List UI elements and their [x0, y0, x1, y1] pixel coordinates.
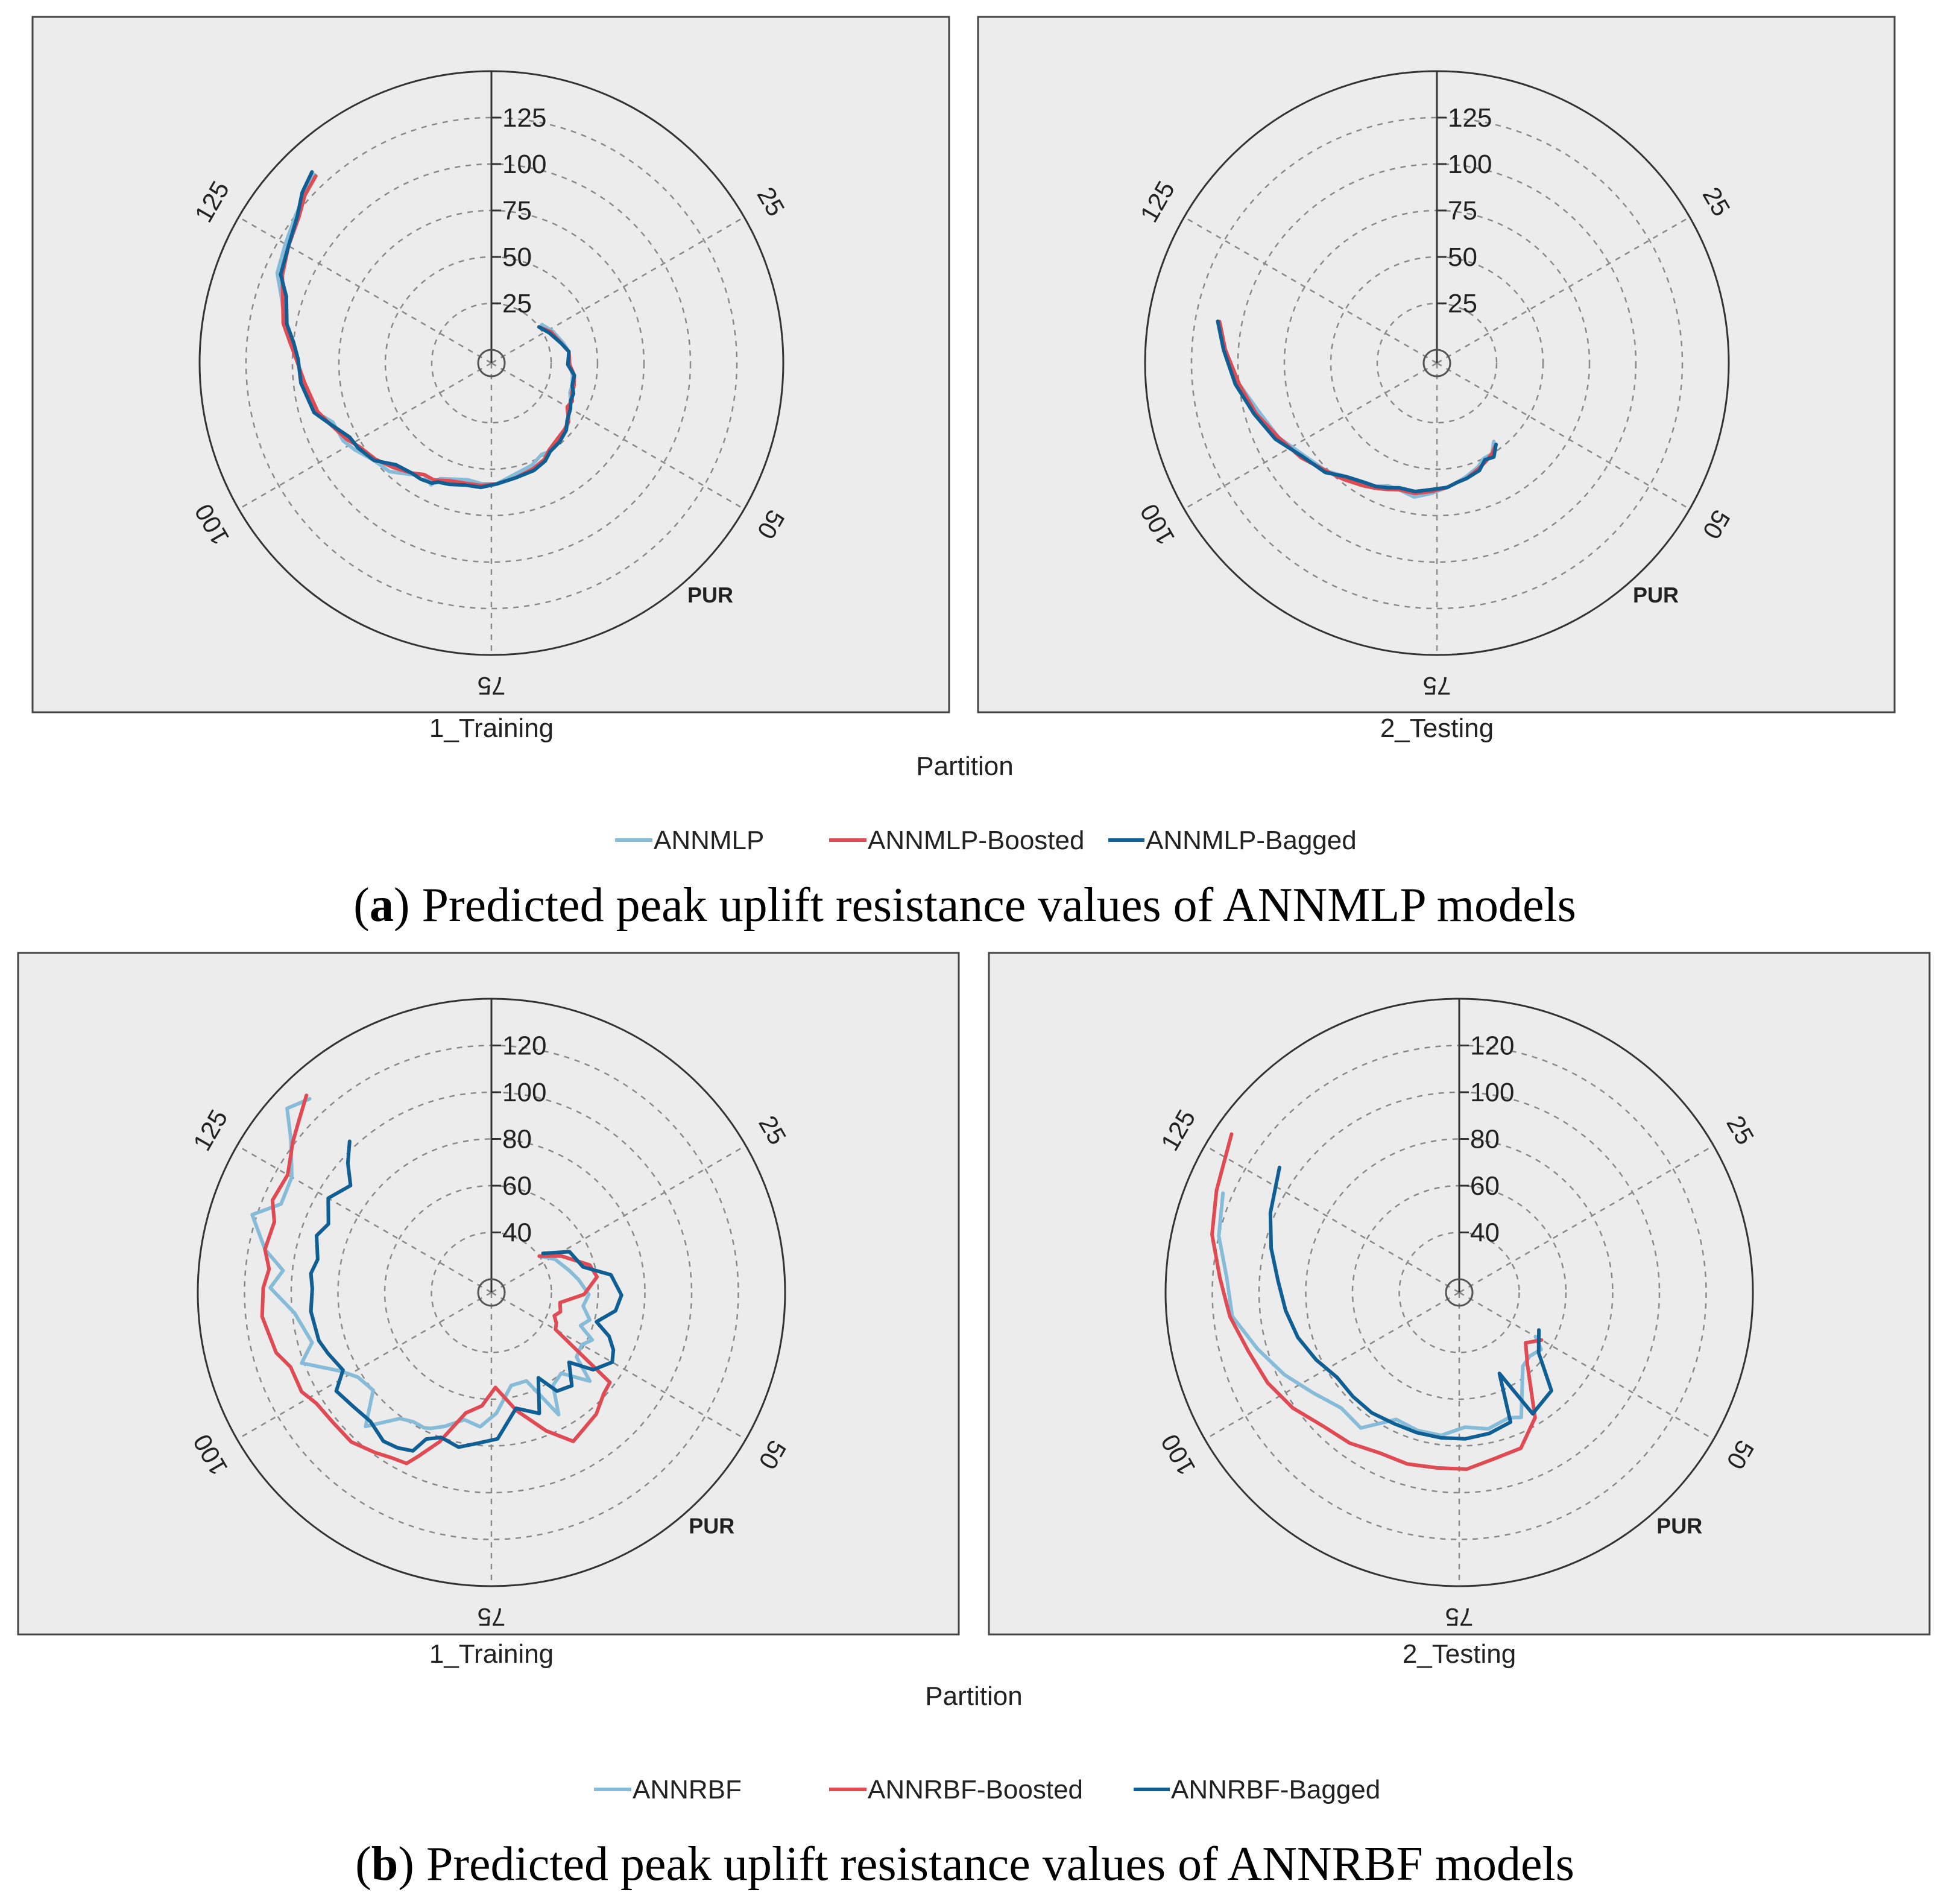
legend [594, 1775, 1380, 1804]
legend-label: ANNRBF-Bagged [1171, 1775, 1381, 1804]
angular-tick-label: 25 [753, 1110, 792, 1150]
radial-tick-label: 50 [1448, 242, 1477, 272]
legend-label: ANNRBF [633, 1775, 742, 1804]
angular-tick-label: 25 [1721, 1110, 1760, 1150]
partition-label: Partition [916, 751, 1014, 781]
radial-tick-label: 100 [1448, 150, 1492, 179]
radial-tick-label: 125 [502, 103, 547, 133]
radial-tick-label: 120 [1470, 1031, 1515, 1061]
angular-tick-label: 25 [1697, 182, 1736, 221]
angular-axis-label: PUR [689, 1513, 735, 1539]
panel-b-training [18, 953, 959, 1669]
radial-tick-label: 80 [1470, 1124, 1500, 1154]
angular-tick-label: 75 [477, 1602, 506, 1631]
radial-tick-label: 60 [502, 1171, 532, 1201]
legend-label: ANNMLP-Bagged [1146, 826, 1357, 855]
radial-tick-label: 25 [502, 289, 532, 318]
angular-tick-label: 125 [1155, 1104, 1201, 1156]
radial-tick-label: 100 [502, 150, 547, 179]
caption-text: ) Predicted peak uplift resistance values of ANNMLP models [393, 879, 1576, 932]
panel-a-training [33, 17, 949, 743]
panel-title: 2_Testing [1380, 713, 1494, 743]
angular-tick-label: 75 [477, 671, 506, 700]
radial-tick-label: 40 [502, 1218, 532, 1248]
angular-tick-label: 75 [1445, 1602, 1474, 1631]
angular-tick-label: 50 [1721, 1435, 1760, 1475]
angular-axis-label: PUR [687, 582, 734, 607]
angular-tick-label: 25 [751, 182, 791, 221]
radial-tick-label: 25 [1448, 289, 1477, 318]
panel-title: 2_Testing [1402, 1639, 1517, 1669]
radial-tick-label: 125 [1448, 103, 1492, 133]
angular-axis-label: PUR [1632, 582, 1679, 607]
panel-a-testing [978, 17, 1895, 743]
caption-text: ) Predicted peak uplift resistance values of ANNRBF models [398, 1838, 1574, 1891]
angular-tick-label: 125 [187, 1104, 233, 1156]
angular-tick-label: 100 [189, 499, 235, 550]
panel-b-testing [989, 953, 1930, 1669]
angular-tick-label: 50 [753, 1435, 792, 1475]
angular-tick-label: 100 [1134, 499, 1181, 550]
panel-title: 1_Training [429, 1639, 554, 1669]
radial-tick-label: 120 [502, 1031, 547, 1061]
legend-label: ANNMLP-Boosted [868, 826, 1085, 855]
radial-tick-label: 60 [1470, 1171, 1500, 1201]
caption-letter: b [371, 1838, 399, 1891]
radial-tick-label: 75 [1448, 196, 1477, 226]
legend [615, 826, 1357, 855]
partition-label: Partition [925, 1681, 1023, 1711]
angular-tick-label: 75 [1422, 671, 1451, 700]
angular-tick-label: 100 [1155, 1429, 1201, 1481]
legend-label: ANNRBF-Boosted [868, 1775, 1084, 1804]
figure-a [33, 17, 1895, 932]
caption-letter: a [369, 879, 394, 932]
angular-tick-label: 125 [189, 176, 235, 227]
legend-label: ANNMLP [654, 826, 765, 855]
figure-b [18, 953, 1930, 1891]
angular-tick-label: 50 [1697, 505, 1736, 544]
radial-tick-label: 75 [502, 196, 532, 226]
radial-tick-label: 40 [1470, 1218, 1500, 1248]
radial-tick-label: 50 [502, 242, 532, 272]
angular-tick-label: 50 [751, 505, 791, 544]
panel-title: 1_Training [429, 713, 554, 743]
angular-tick-label: 100 [187, 1429, 233, 1481]
figure-caption: (b) Predicted peak uplift resistance values of ANNRBF models [355, 1838, 1574, 1891]
angular-axis-label: PUR [1656, 1513, 1703, 1539]
angular-tick-label: 125 [1134, 176, 1181, 227]
radial-tick-label: 80 [502, 1124, 532, 1154]
radial-tick-label: 100 [502, 1078, 547, 1107]
figure-caption: (a) Predicted peak uplift resistance values of ANNMLP models [353, 879, 1576, 932]
radial-tick-label: 100 [1470, 1078, 1515, 1107]
